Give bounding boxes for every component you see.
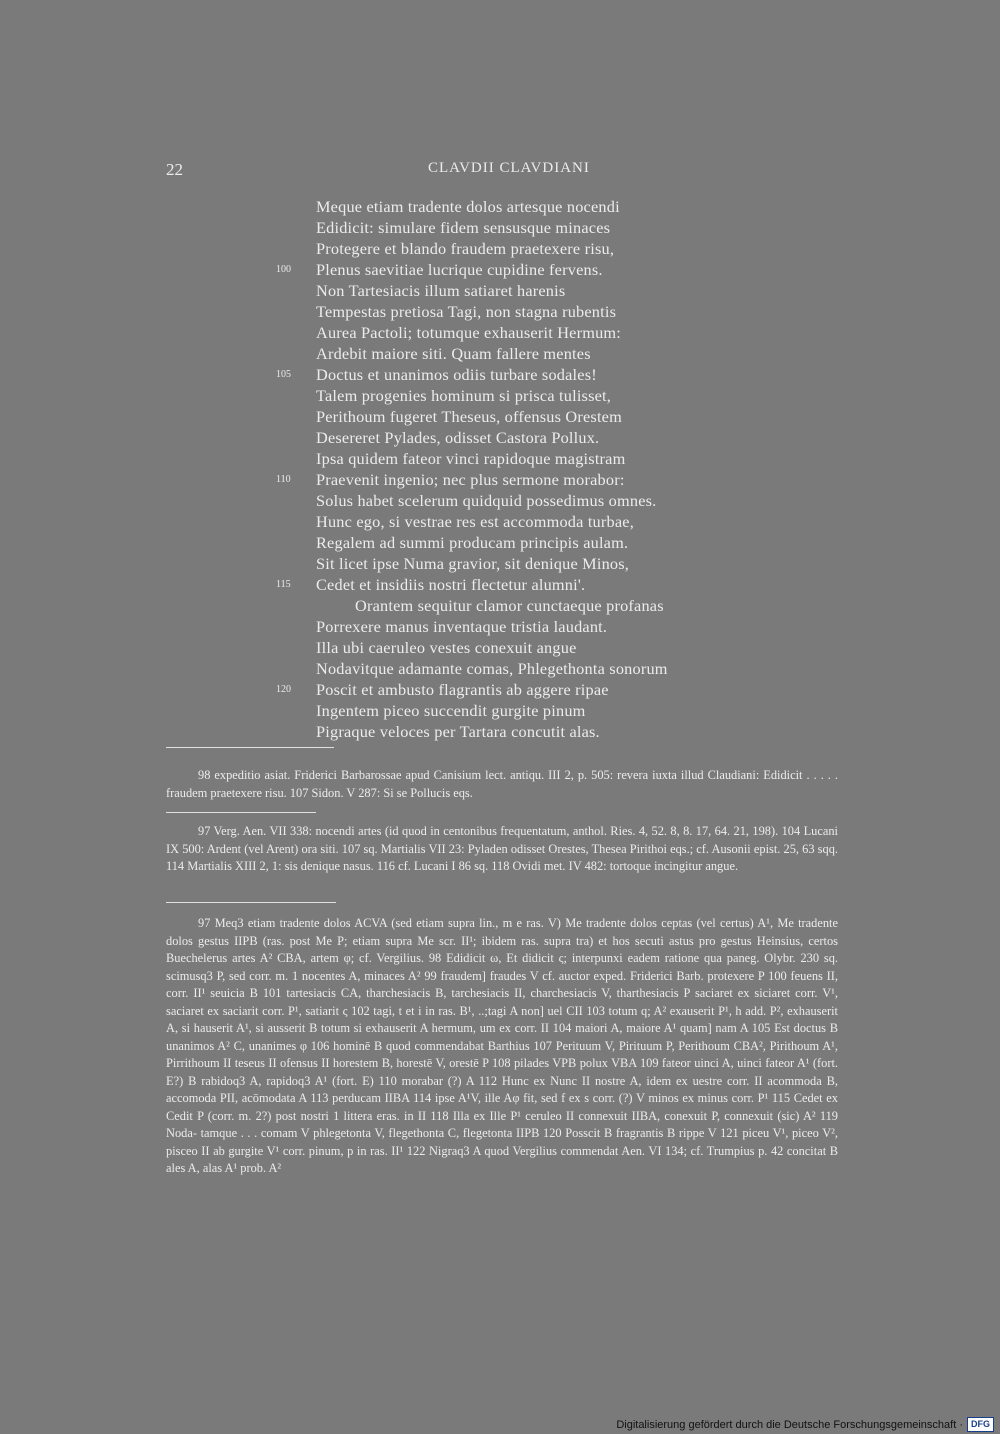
rule-loci <box>166 902 336 903</box>
verse-line: Regalem ad summi producam principis aulam. <box>316 533 629 552</box>
verse-line: Cedet et insidiis nostri flectetur alumni'. <box>316 575 586 594</box>
verse-line: Tempestas pretiosa Tagi, non stagna rubentis <box>316 302 617 321</box>
verse-line: Aurea Pactoli; totumque exhauserit Hermum: <box>316 323 622 342</box>
line-number: 105 <box>276 369 291 380</box>
rule-verse <box>166 747 334 748</box>
verse-line: Solus habet scelerum quidquid possedimus omnes. <box>316 491 657 510</box>
apparatus-text: 97 Meq3 etiam tradente dolos ACVA (sed etiam supra lin., m e ras. V) Me tradente dolos ceptas (vel certus) A¹, Me tradente dolos gestus IIPB (ras. post Me P; etiam supra Me scr. II¹; ibidem ras. supra tra) et hos secuti astus pro gestus Heinsius, certos Buechelerus artes A² CBA, artem φ; cf. Vergilius. 98 Edidicit ω, Et didicit ς; interpunxi eadem ratione qua paneg. Olybr. 230 sq. scimusq3 P, sed corr. m. 1 nocentes A, minaces A² 99 fraudem] fraudes V cf. auctor exped. Friderici Barb. protexere P 100 feuens II, corr. II¹ seuicia B 101 tartesiacis CA, tharchesiacis B, tarchesiacis II, charchesiacis V, tharthesiacis P saciaret ex siciaret corr. V¹, saciaret ex saciarit corr. P¹, satiarit ς 102 tagi, t et i in ras. B¹, ..;tagi A non] uel CII 103 totum q; A² exauserit P¹, h add. P², exhauserit A, si hauserit A¹, si ausserit B totum si exhauserit A hermum, um ex corr. II 104 maiori A, maiore A¹ quam] nam A 105 Est doctus B unanimos A² C, unanimes φ 106 hominē B quod commendabat Barthius 107 Perituum V, Pirituum P, Perithoum CBA², Pirithoum A¹, Pirrithoum II teseus II ofensus II horestem B, horestē V, orestē P 108 pilades VPB polux VBA 109 fateor uinci A, uinci fateor A¹ (fort. E?) B rabidoq3 A, rapidoq3 A¹ (fort. E) 110 morabar (?) A 112 Hunc ex Nunc II nostre A, idem ex uestre corr. II acommoda B, accomoda PII, acōmodata A 113 perducam IIBA 114 ipse A¹V, ille Aφ fit, sed f ex s corr. (?) V minos ex minus corr. P¹ 115 Cedet ex Cedit P (corr. m. 2?) post nostri 1 littera eras. in II 118 Illa ex Ille P¹ ceruleo II connexuit IIBA, conexuit P, connexuit (sic) A² 119 Noda- tamque . . . comam V phlegetonta V, flegethonta C, flegetonta IIPB 120 Posscit B fragrantis B rippe V 121 piceu V¹, piceo V², pisceo II ab gurgite V¹ corr. pinum, p in ras. II¹ 122 Nigraq3 A quod Vergilius commendat Aen. VI 134; cf. Trumpius p. 42 concitat B ales A, alas A¹ prob. A² <box>166 916 838 1175</box>
line-number: 120 <box>276 684 291 695</box>
verse-line: Edidicit: simulare fidem sensusque minaces <box>316 218 611 237</box>
verse-line: Non Tartesiacis illum satiaret harenis <box>316 281 566 300</box>
verse-line: Hunc ego, si vestrae res est accommoda turbae, <box>316 512 634 531</box>
rule-testimonia <box>166 812 316 813</box>
verse-line: Desereret Pylades, odisset Castora Pollux. <box>316 428 600 447</box>
verse-line: Sit licet ipse Numa gravior, sit denique Minos, <box>316 554 630 573</box>
verse-line: Orantem sequitur clamor cunctaeque profanas <box>355 596 664 615</box>
dfg-logo: DFG <box>967 1417 994 1432</box>
page-number: 22 <box>166 160 183 179</box>
verse-line: Praevenit ingenio; nec plus sermone morabor: <box>316 470 625 489</box>
verse-line: Ardebit maiore siti. Quam fallere mentes <box>316 344 591 363</box>
verse-line: Talem progenies hominum si prisca tulisset, <box>316 386 612 405</box>
testimonia-text: 98 expeditio asiat. Friderici Barbarossae apud Canisium lect. antiqu. III 2, p. 505: revera iuxta illud Claudiani: Edidicit . . . . . fraudem praetexere risu. 107 Sidon. V 287: Si se Pollucis eqs. <box>166 768 838 800</box>
loci-similes <box>166 823 838 876</box>
verse-line: Nodavitque adamante comas, Phlegethonta sonorum <box>316 659 668 678</box>
verse-line: Perithoum fugeret Theseus, offensus Orestem <box>316 407 622 426</box>
line-number: 100 <box>276 264 291 275</box>
verse-line: Protegere et blando fraudem praetexere risu, <box>316 239 615 258</box>
verse-line: Ingentem piceo succendit gurgite pinum <box>316 701 586 720</box>
verse-line: Doctus et unanimos odiis turbare sodales! <box>316 365 597 384</box>
verse-line: Plenus saevitiae lucrique cupidine fervens. <box>316 260 603 279</box>
line-number: 115 <box>276 579 291 590</box>
verse-line: Meque etiam tradente dolos artesque nocendi <box>316 197 620 216</box>
loci-similes-text: 97 Verg. Aen. VII 338: nocendi artes (id quod in centonibus frequentatum, anthol. Ries. 4, 52. 8, 8. 17, 64. 21, 198). 104 Lucani IX 500: Ardent (vel Arent) ora siti. 107 sq. Martialis VII 23: Pyladen odisset Orestes, Thesea Pirithoi eqs.; cf. Ausonii epist. 25, 63 sqq. 114 Martialis XIII 2, 1: sis denique nasus. 116 cf. Lucani I 86 sq. 118 Ovidi met. IV 482: tortoque incingitur angue. <box>166 824 838 873</box>
verse-line: Poscit et ambusto flagrantis ab aggere ripae <box>316 680 609 699</box>
running-title: CLAVDII CLAVDIANI <box>428 160 590 176</box>
verse-line: Pigraque veloces per Tartara concutit alas. <box>316 722 600 741</box>
footer-text: Digitalisierung gefördert durch die Deutsche Forschungsgemeinschaft · <box>616 1418 963 1431</box>
verse-line: Porrexere manus inventaque tristia laudant. <box>316 617 608 636</box>
footer-credit <box>616 1417 994 1432</box>
testimonia <box>166 767 838 802</box>
apparatus-criticus <box>166 915 838 1178</box>
verse-line: Illa ubi caeruleo vestes conexuit angue <box>316 638 577 657</box>
verse-line: Ipsa quidem fateor vinci rapidoque magistram <box>316 449 626 468</box>
line-number: 110 <box>276 474 291 485</box>
